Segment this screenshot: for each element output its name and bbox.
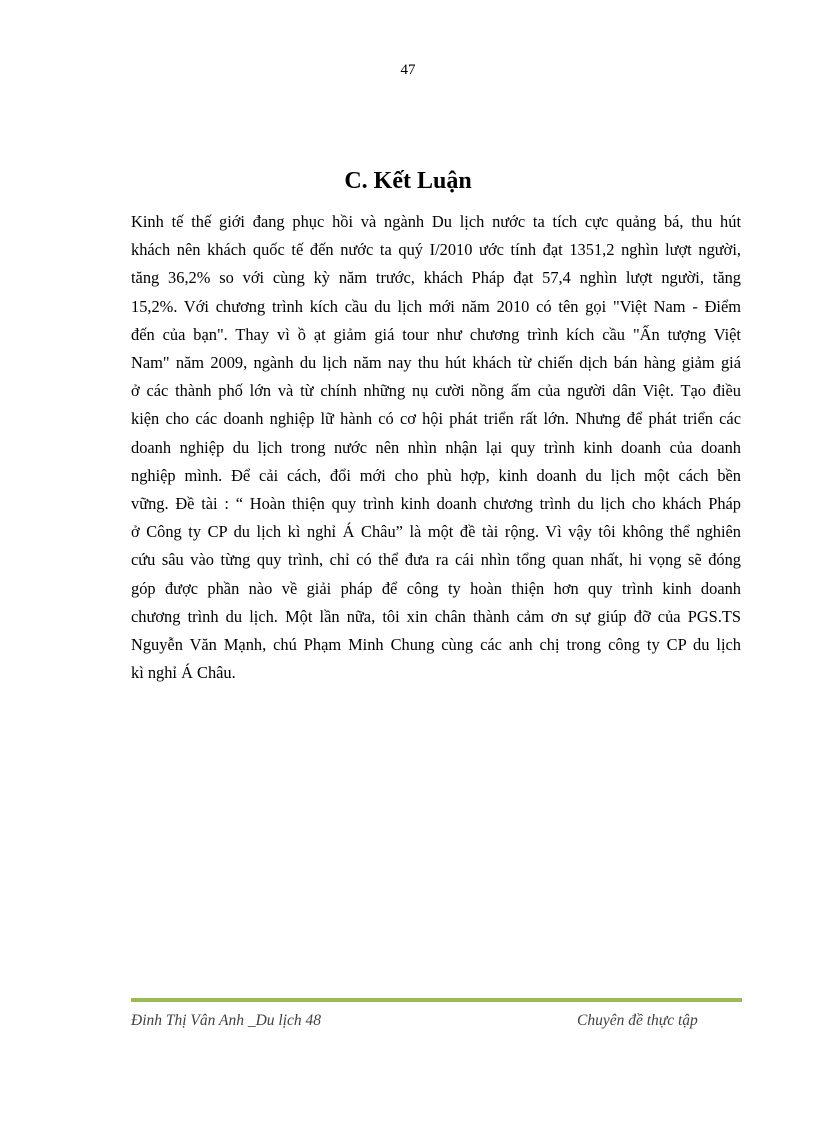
paragraph-line: vững. Đề tài : “ Hoàn thiện quy trình kinh doanh chương trình du lịch cho khách Pháp [131, 494, 741, 514]
body-paragraph [131, 208, 741, 687]
paragraph-line: ở các thành phố lớn và từ chính những nụ cười nồng ấm của người dân Việt. Tạo điều [131, 381, 741, 401]
paragraph-line: góp được phần nào về giải pháp để công ty hoàn thiện hơn quy trình kinh doanh [131, 578, 741, 598]
paragraph-line: Nguyễn Văn Mạnh, chú Phạm Minh Chung cùng các anh chị trong công ty CP du lịch [131, 635, 741, 655]
paragraph-line: ở Công ty CP du lịch kì nghỉ Á Châu” là một đề tài rộng. Vì vậy tôi không thể nghiên [131, 522, 741, 542]
paragraph-line: nghiệp mình. Để cải cách, đổi mới cho phù hợp, kinh doanh du lịch một cách bền [131, 465, 741, 485]
paragraph-line: Kinh tế thế giới đang phục hồi và ngành Du lịch nước ta tích cực quảng bá, thu hút [131, 212, 741, 231]
section-title: C. Kết Luận [344, 168, 472, 194]
footer-document-type: Chuyên đề thực tập [577, 1012, 698, 1029]
paragraph-line: kiện cho các doanh nghiệp lữ hành có cơ hội phát triển rất lớn. Nhưng để phát triển các [131, 409, 741, 429]
footer-divider [131, 998, 742, 1002]
footer-author: Đinh Thị Vân Anh _Du lịch 48 [131, 1012, 322, 1029]
paragraph-line: khách nên khách quốc tế đến nước ta quý I/2010 ước tính đạt 1351,2 nghìn lượt người, [131, 240, 741, 260]
paragraph-line: đến của bạn". Thay vì ồ ạt giảm giá tour như chương trình kích cầu "Ấn tượng Việt [131, 324, 741, 344]
page-number: 47 [400, 62, 416, 78]
paragraph-line: doanh nghiệp du lịch trong nước nên nhìn nhận lại quy trình kinh doanh của doanh [131, 437, 741, 457]
paragraph-line: tăng 36,2% so với cùng kỳ năm trước, khách Pháp đạt 57,4 nghìn lượt người, tăng [131, 268, 741, 288]
paragraph-line: kì nghỉ Á Châu. [131, 663, 236, 683]
paragraph-line: Nam" năm 2009, ngành du lịch năm nay thu hút khách từ chiến dịch bán hàng giảm giá [131, 353, 741, 373]
paragraph-line: cứu sâu vào từng quy trình, chỉ có thể đưa ra cái nhìn tổng quan nhất, hi vọng sẽ đóng [131, 550, 741, 570]
paragraph-line: 15,2%. Với chương trình kích cầu du lịch mới năm 2010 có tên gọi "Việt Nam - Điểm [131, 296, 741, 316]
paragraph-line: chương trình du lịch. Một lần nữa, tôi xin chân thành cảm ơn sự giúp đỡ của PGS.TS [131, 606, 741, 626]
